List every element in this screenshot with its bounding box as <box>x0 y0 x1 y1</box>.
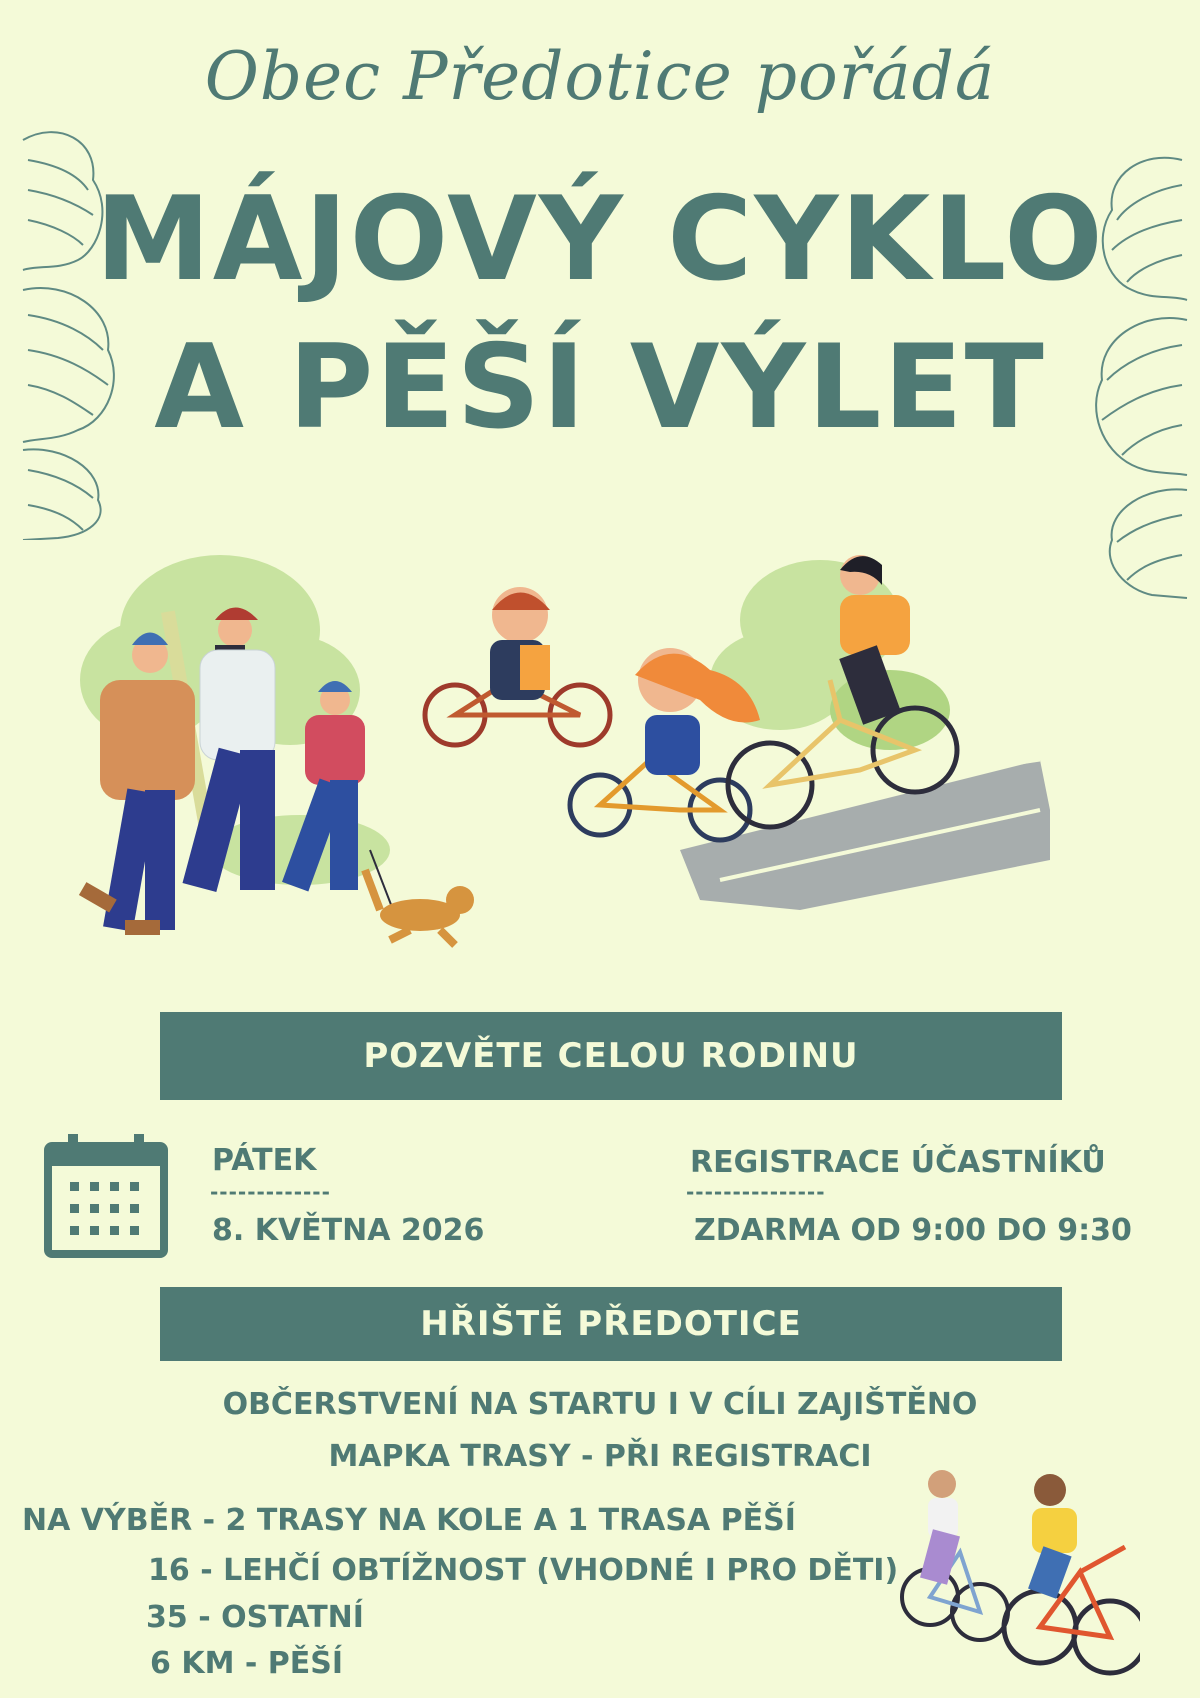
family-and-cyclists-illustration <box>60 520 1060 970</box>
route-walk: 6 KM - PĚŠÍ <box>150 1646 344 1681</box>
event-date: 8. KVĚTNA 2026 <box>212 1213 485 1248</box>
route-choice-text: NA VÝBĚR - 2 TRASY NA KOLE A 1 TRASA PĚŠÍ <box>22 1503 796 1538</box>
day-divider: ------------- <box>210 1180 331 1204</box>
map-text: MAPKA TRASY - PŘI REGISTRACI <box>328 1439 872 1474</box>
organizer-heading: Obec Předotice pořádá <box>204 38 996 115</box>
registration-time: ZDARMA OD 9:00 DO 9:30 <box>694 1213 1132 1248</box>
event-title-line2: A PĚŠÍ VÝLET <box>154 320 1046 455</box>
route-easy: 16 - LEHČÍ OBTÍŽNOST (VHODNÉ I PRO DĚTI) <box>148 1553 899 1588</box>
venue-banner: HŘIŠTĚ PŘEDOTICE <box>160 1287 1062 1361</box>
invite-banner: POZVĚTE CELOU RODINU <box>160 1012 1062 1100</box>
event-title-line1: MÁJOVÝ CYKLO <box>95 172 1105 307</box>
refreshments-text: OBČERSTVENÍ NA STARTU I V CÍLI ZAJIŠTĚNO <box>222 1387 978 1422</box>
registration-divider: --------------- <box>686 1180 826 1204</box>
event-day: PÁTEK <box>212 1143 317 1178</box>
route-other: 35 - OSTATNÍ <box>146 1600 364 1635</box>
registration-label: REGISTRACE ÚČASTNÍKŮ <box>690 1145 1106 1180</box>
cyclists-illustration <box>900 1462 1140 1688</box>
calendar-icon <box>44 1132 168 1258</box>
